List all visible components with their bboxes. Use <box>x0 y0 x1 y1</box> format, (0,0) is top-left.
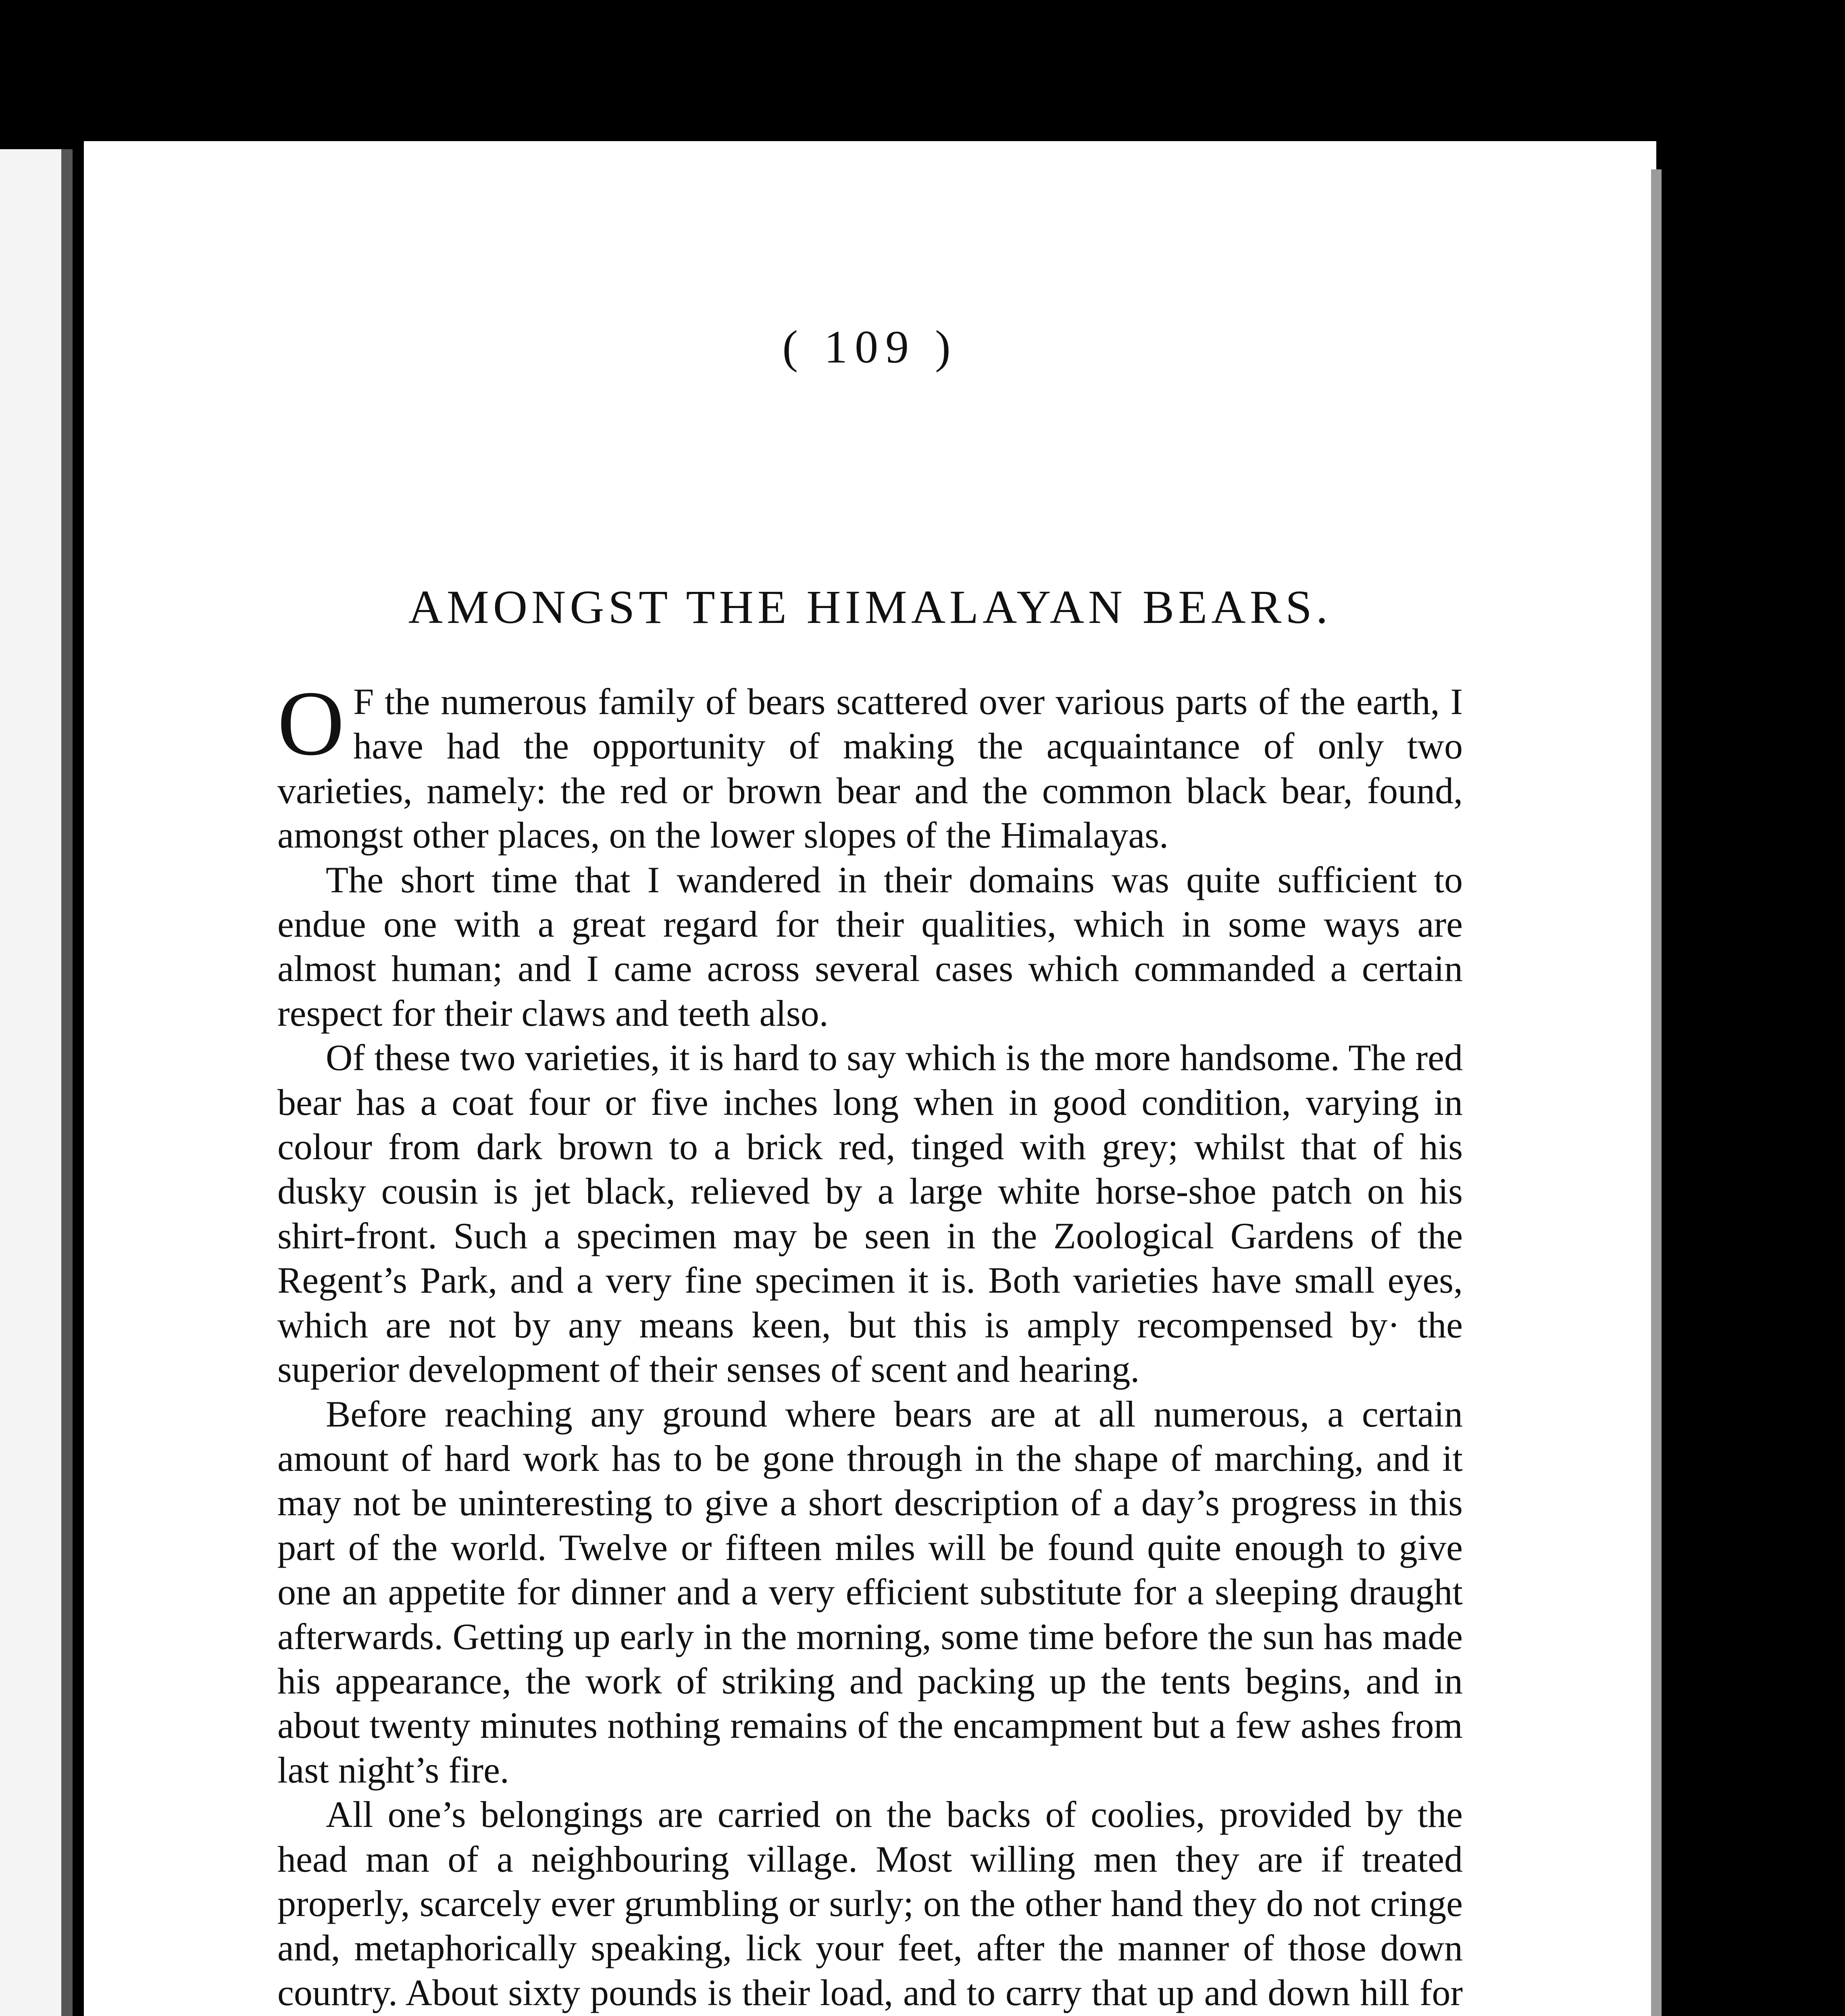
drop-cap: O <box>277 672 345 775</box>
book-page <box>84 141 1656 2016</box>
article-body <box>277 672 1463 2016</box>
paragraph-2: The short time that I wandered in their domains was quite sufficient to endue one with a great regard for their qualities, which in some ways are almost human; and I came across several cases which commanded a certain respect for their claws and teeth also. <box>277 859 1463 1034</box>
paragraph-5: All one’s belongings are carried on the backs of coolies, provided by the head man of a neighbouring village. Most willing men they are if treated properly, scarcely ever grumbling or surly; on the other hand they do not cringe and, metaphorically speaking, lick your feet, after the manner of those down country. About sixty pounds is their load, and to carry that up and down hill for <box>277 1794 1463 2013</box>
paragraph-1 <box>277 672 1463 858</box>
facing-page-edge <box>0 149 73 2016</box>
page-number: ( 109 ) <box>782 321 958 373</box>
paragraph-3: Of these two varieties, it is hard to say which is the more handsome. The red bear has a coat four or five inches long when in good condition, varying in colour from dark brown to a brick red, tinged with grey; whilst that of his dusky cousin is jet black, relieved by a large white horse-shoe patch on his shirt-front. Such a specimen may be seen in the Zoological Gardens of the Regent’s Park, and a very fine specimen it is. Both varieties have small eyes, which are not by any means keen, but this is amply recompensed by· the superior development of their senses of scent and hearing. <box>277 1037 1463 1390</box>
paragraph-1-text: F the numerous family of bears scattered over various parts of the earth, I have had the opportunity of making the acquaintance of only two varieties, namely: the red or brown bear and the common black bear, found, amongst other places, on the lower slopes of the Himalayas. <box>277 681 1463 856</box>
page-right-edge <box>1651 169 1662 2016</box>
article-title: AMONGST THE HIMALAYAN BEARS. <box>408 581 1332 633</box>
paragraph-4: Before reaching any ground where bears are at all numerous, a certain amount of hard work has to be gone through in the shape of marching, and it may not be uninteresting to give a short description of a day’s progress in this part of the world. Twelve or fifteen miles will be found quite enough to give one an appetite for dinner and a very efficient substitute for a sleeping draught afterwards. Getting up early in the morning, some time before the sun has made his appearance, the work of striking and packing up the tents begins, and in about twenty minutes nothing remains of the encampment but a few ashes from last night’s fire. <box>277 1393 1463 1791</box>
